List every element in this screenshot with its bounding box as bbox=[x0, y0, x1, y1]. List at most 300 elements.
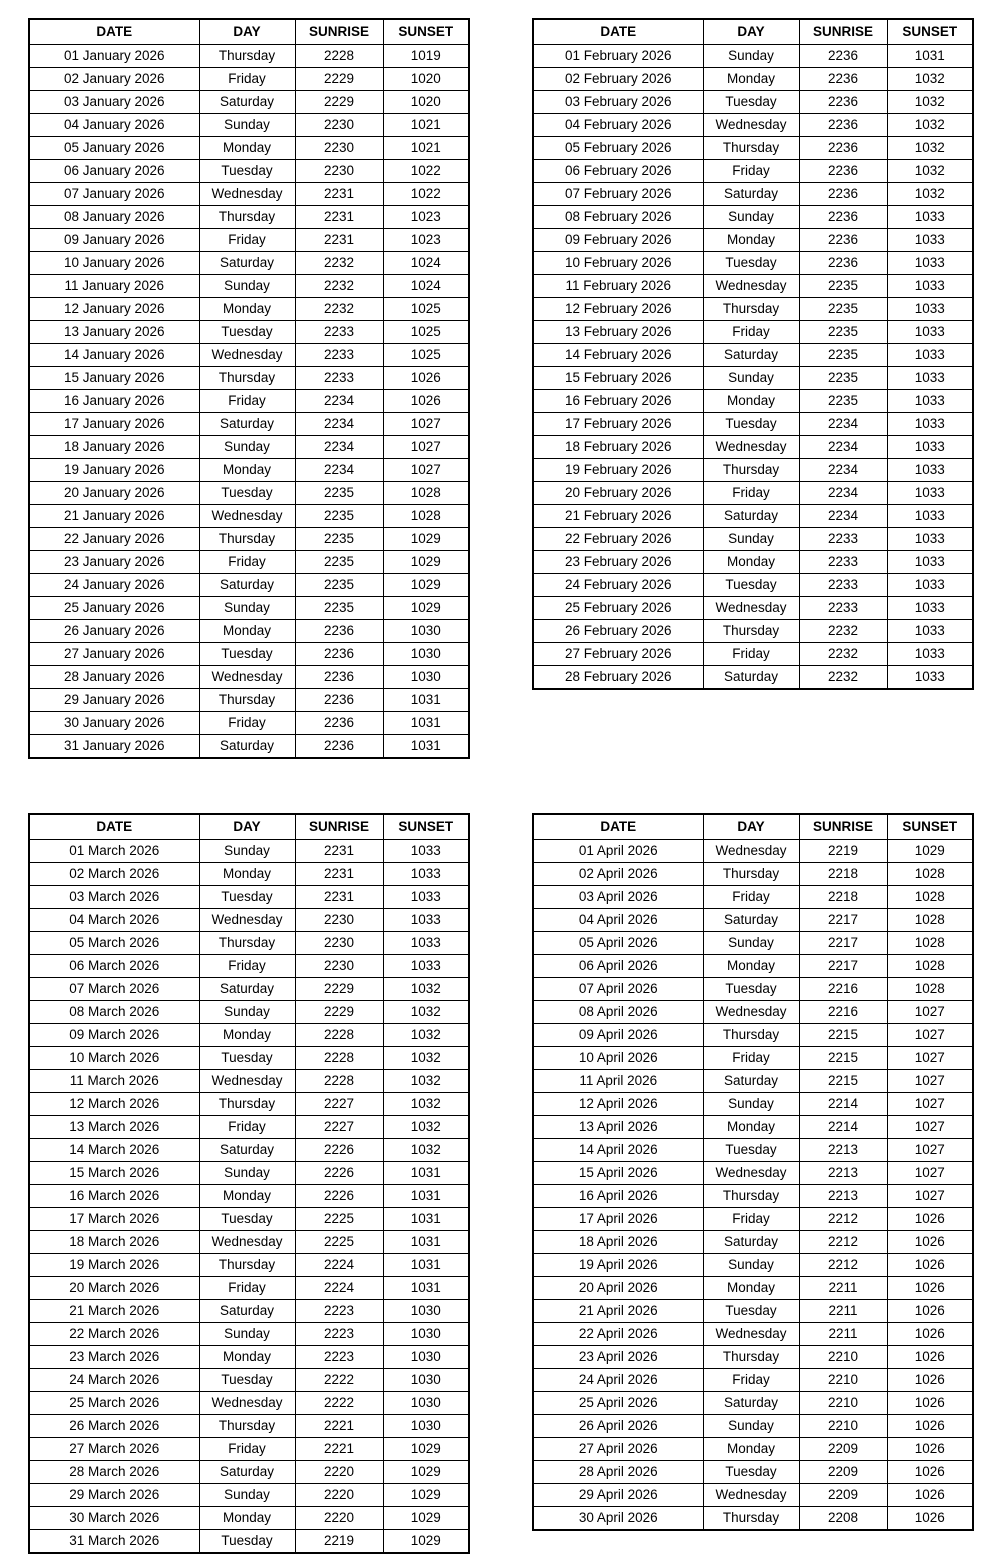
cell-date: 06 March 2026 bbox=[29, 955, 199, 978]
table-row bbox=[533, 413, 973, 436]
cell-date: 01 April 2026 bbox=[533, 840, 703, 863]
cell-sunset: 1032 bbox=[887, 91, 973, 114]
cell-sunrise: 2234 bbox=[295, 459, 383, 482]
cell-date: 19 January 2026 bbox=[29, 459, 199, 482]
cell-date: 14 April 2026 bbox=[533, 1139, 703, 1162]
cell-sunrise: 2209 bbox=[799, 1461, 887, 1484]
cell-day: Sunday bbox=[199, 1001, 295, 1024]
cell-date: 20 January 2026 bbox=[29, 482, 199, 505]
table-row bbox=[533, 1415, 973, 1438]
column-header-day: DAY bbox=[703, 814, 799, 840]
cell-day: Friday bbox=[199, 68, 295, 91]
table-row bbox=[533, 978, 973, 1001]
cell-date: 16 February 2026 bbox=[533, 390, 703, 413]
cell-sunrise: 2235 bbox=[295, 597, 383, 620]
cell-sunset: 1028 bbox=[887, 863, 973, 886]
cell-day: Friday bbox=[199, 229, 295, 252]
table-row bbox=[533, 68, 973, 91]
cell-sunset: 1027 bbox=[887, 1001, 973, 1024]
cell-sunrise: 2220 bbox=[295, 1461, 383, 1484]
cell-date: 21 March 2026 bbox=[29, 1300, 199, 1323]
cell-date: 28 February 2026 bbox=[533, 666, 703, 690]
cell-sunset: 1027 bbox=[383, 459, 469, 482]
cell-sunset: 1027 bbox=[887, 1185, 973, 1208]
cell-sunrise: 2228 bbox=[295, 1047, 383, 1070]
cell-day: Sunday bbox=[703, 1093, 799, 1116]
cell-sunset: 1033 bbox=[887, 528, 973, 551]
cell-sunset: 1026 bbox=[887, 1392, 973, 1415]
cell-sunrise: 2234 bbox=[799, 482, 887, 505]
cell-sunset: 1033 bbox=[383, 886, 469, 909]
cell-day: Tuesday bbox=[199, 1369, 295, 1392]
table-row bbox=[29, 275, 469, 298]
cell-date: 05 March 2026 bbox=[29, 932, 199, 955]
cell-date: 25 January 2026 bbox=[29, 597, 199, 620]
table-row bbox=[29, 436, 469, 459]
table-row bbox=[533, 1300, 973, 1323]
table-body bbox=[29, 45, 469, 759]
cell-sunrise: 2229 bbox=[295, 1001, 383, 1024]
table-row bbox=[29, 1024, 469, 1047]
cell-day: Saturday bbox=[199, 978, 295, 1001]
cell-sunset: 1032 bbox=[887, 137, 973, 160]
cell-sunset: 1028 bbox=[887, 978, 973, 1001]
cell-sunset: 1033 bbox=[887, 482, 973, 505]
cell-day: Friday bbox=[703, 160, 799, 183]
cell-date: 21 February 2026 bbox=[533, 505, 703, 528]
table-row bbox=[533, 1484, 973, 1507]
cell-date: 29 March 2026 bbox=[29, 1484, 199, 1507]
cell-sunset: 1026 bbox=[887, 1484, 973, 1507]
cell-sunset: 1032 bbox=[383, 1001, 469, 1024]
cell-date: 27 April 2026 bbox=[533, 1438, 703, 1461]
cell-day: Monday bbox=[199, 137, 295, 160]
cell-day: Saturday bbox=[199, 1300, 295, 1323]
cell-sunset: 1032 bbox=[383, 978, 469, 1001]
cell-day: Friday bbox=[199, 1438, 295, 1461]
cell-sunrise: 2230 bbox=[295, 160, 383, 183]
cell-sunset: 1028 bbox=[887, 909, 973, 932]
cell-date: 26 January 2026 bbox=[29, 620, 199, 643]
cell-date: 30 January 2026 bbox=[29, 712, 199, 735]
calendar-grid bbox=[28, 18, 976, 1554]
table-row bbox=[29, 1507, 469, 1530]
cell-date: 17 January 2026 bbox=[29, 413, 199, 436]
cell-day: Tuesday bbox=[199, 1530, 295, 1554]
cell-sunrise: 2218 bbox=[799, 886, 887, 909]
cell-sunset: 1032 bbox=[383, 1024, 469, 1047]
cell-sunrise: 2231 bbox=[295, 886, 383, 909]
cell-sunset: 1028 bbox=[383, 505, 469, 528]
cell-date: 25 April 2026 bbox=[533, 1392, 703, 1415]
cell-date: 29 January 2026 bbox=[29, 689, 199, 712]
table-row bbox=[29, 1415, 469, 1438]
cell-sunrise: 2213 bbox=[799, 1162, 887, 1185]
cell-sunset: 1029 bbox=[887, 840, 973, 863]
cell-day: Thursday bbox=[703, 1346, 799, 1369]
cell-day: Saturday bbox=[703, 1231, 799, 1254]
table-row bbox=[533, 1162, 973, 1185]
cell-sunrise: 2235 bbox=[799, 390, 887, 413]
table-row bbox=[29, 620, 469, 643]
table-row bbox=[29, 1047, 469, 1070]
table-row bbox=[29, 206, 469, 229]
cell-sunset: 1033 bbox=[887, 275, 973, 298]
table-row bbox=[29, 978, 469, 1001]
cell-sunrise: 2234 bbox=[295, 413, 383, 436]
cell-date: 28 March 2026 bbox=[29, 1461, 199, 1484]
table-row bbox=[533, 1392, 973, 1415]
cell-day: Thursday bbox=[199, 528, 295, 551]
cell-sunset: 1026 bbox=[887, 1254, 973, 1277]
cell-sunset: 1033 bbox=[383, 840, 469, 863]
table-row bbox=[29, 932, 469, 955]
cell-sunrise: 2234 bbox=[799, 459, 887, 482]
cell-sunrise: 2230 bbox=[295, 932, 383, 955]
cell-sunset: 1030 bbox=[383, 1415, 469, 1438]
cell-day: Wednesday bbox=[703, 114, 799, 137]
cell-day: Tuesday bbox=[199, 1208, 295, 1231]
cell-sunrise: 2235 bbox=[799, 344, 887, 367]
cell-day: Wednesday bbox=[703, 275, 799, 298]
table-row bbox=[533, 574, 973, 597]
table-row bbox=[533, 1185, 973, 1208]
table-row bbox=[533, 1461, 973, 1484]
table-row bbox=[533, 1369, 973, 1392]
cell-day: Wednesday bbox=[199, 183, 295, 206]
table-row bbox=[533, 597, 973, 620]
sunrise-sunset-table bbox=[532, 813, 974, 1531]
cell-sunrise: 2227 bbox=[295, 1093, 383, 1116]
column-header-sunrise: SUNRISE bbox=[799, 814, 887, 840]
table-row bbox=[29, 1231, 469, 1254]
cell-sunset: 1033 bbox=[887, 597, 973, 620]
cell-sunrise: 2232 bbox=[295, 252, 383, 275]
cell-sunrise: 2236 bbox=[295, 712, 383, 735]
cell-date: 01 February 2026 bbox=[533, 45, 703, 68]
cell-sunset: 1026 bbox=[887, 1231, 973, 1254]
table-row bbox=[29, 459, 469, 482]
table-row bbox=[533, 45, 973, 68]
cell-date: 22 February 2026 bbox=[533, 528, 703, 551]
cell-day: Wednesday bbox=[199, 1392, 295, 1415]
cell-date: 14 January 2026 bbox=[29, 344, 199, 367]
cell-day: Friday bbox=[199, 1116, 295, 1139]
cell-day: Wednesday bbox=[199, 1070, 295, 1093]
cell-sunset: 1032 bbox=[383, 1116, 469, 1139]
cell-sunrise: 2215 bbox=[799, 1070, 887, 1093]
cell-sunrise: 2231 bbox=[295, 206, 383, 229]
table-row bbox=[533, 1047, 973, 1070]
column-header-sunset: SUNSET bbox=[887, 814, 973, 840]
cell-date: 05 April 2026 bbox=[533, 932, 703, 955]
table-row bbox=[533, 137, 973, 160]
cell-date: 20 February 2026 bbox=[533, 482, 703, 505]
cell-sunrise: 2212 bbox=[799, 1208, 887, 1231]
cell-day: Sunday bbox=[199, 1162, 295, 1185]
cell-sunrise: 2211 bbox=[799, 1323, 887, 1346]
cell-day: Saturday bbox=[703, 666, 799, 690]
cell-sunset: 1033 bbox=[887, 413, 973, 436]
cell-day: Monday bbox=[703, 1116, 799, 1139]
table-row bbox=[533, 909, 973, 932]
cell-date: 16 April 2026 bbox=[533, 1185, 703, 1208]
cell-sunset: 1033 bbox=[383, 863, 469, 886]
cell-sunset: 1027 bbox=[887, 1093, 973, 1116]
cell-sunrise: 2223 bbox=[295, 1346, 383, 1369]
cell-date: 18 January 2026 bbox=[29, 436, 199, 459]
cell-day: Monday bbox=[199, 459, 295, 482]
cell-sunset: 1029 bbox=[383, 528, 469, 551]
cell-day: Wednesday bbox=[199, 909, 295, 932]
table-row bbox=[29, 1438, 469, 1461]
cell-sunrise: 2220 bbox=[295, 1484, 383, 1507]
cell-sunrise: 2225 bbox=[295, 1208, 383, 1231]
cell-day: Friday bbox=[199, 955, 295, 978]
cell-sunrise: 2233 bbox=[295, 321, 383, 344]
cell-date: 21 January 2026 bbox=[29, 505, 199, 528]
cell-day: Thursday bbox=[199, 689, 295, 712]
cell-date: 09 April 2026 bbox=[533, 1024, 703, 1047]
cell-date: 08 January 2026 bbox=[29, 206, 199, 229]
column-header-sunset: SUNSET bbox=[887, 19, 973, 45]
cell-day: Friday bbox=[703, 1369, 799, 1392]
column-header-date: DATE bbox=[29, 814, 199, 840]
cell-date: 13 March 2026 bbox=[29, 1116, 199, 1139]
cell-sunrise: 2213 bbox=[799, 1139, 887, 1162]
cell-sunset: 1033 bbox=[383, 932, 469, 955]
cell-sunset: 1025 bbox=[383, 321, 469, 344]
cell-day: Wednesday bbox=[199, 505, 295, 528]
cell-date: 22 April 2026 bbox=[533, 1323, 703, 1346]
cell-sunrise: 2223 bbox=[295, 1300, 383, 1323]
table-row bbox=[533, 1231, 973, 1254]
table-row bbox=[29, 367, 469, 390]
table-row bbox=[533, 91, 973, 114]
column-header-date: DATE bbox=[533, 814, 703, 840]
cell-sunrise: 2236 bbox=[799, 229, 887, 252]
cell-sunrise: 2210 bbox=[799, 1415, 887, 1438]
cell-sunrise: 2232 bbox=[799, 666, 887, 690]
cell-sunrise: 2230 bbox=[295, 137, 383, 160]
cell-sunrise: 2234 bbox=[799, 505, 887, 528]
cell-sunset: 1024 bbox=[383, 252, 469, 275]
cell-sunrise: 2230 bbox=[295, 114, 383, 137]
cell-date: 17 February 2026 bbox=[533, 413, 703, 436]
cell-date: 04 March 2026 bbox=[29, 909, 199, 932]
cell-day: Sunday bbox=[703, 528, 799, 551]
table-row bbox=[533, 886, 973, 909]
cell-sunrise: 2209 bbox=[799, 1484, 887, 1507]
table-row bbox=[29, 1162, 469, 1185]
cell-sunrise: 2235 bbox=[295, 482, 383, 505]
cell-date: 14 February 2026 bbox=[533, 344, 703, 367]
table-row bbox=[29, 390, 469, 413]
cell-sunset: 1030 bbox=[383, 1369, 469, 1392]
cell-day: Monday bbox=[703, 1438, 799, 1461]
cell-day: Monday bbox=[199, 1185, 295, 1208]
cell-sunrise: 2235 bbox=[295, 551, 383, 574]
table-row bbox=[29, 1461, 469, 1484]
table-row bbox=[29, 45, 469, 68]
table-row bbox=[29, 886, 469, 909]
cell-sunset: 1032 bbox=[887, 160, 973, 183]
table-row bbox=[29, 712, 469, 735]
cell-date: 01 March 2026 bbox=[29, 840, 199, 863]
cell-day: Sunday bbox=[703, 1415, 799, 1438]
cell-sunset: 1029 bbox=[383, 1461, 469, 1484]
cell-sunrise: 2232 bbox=[799, 643, 887, 666]
cell-sunset: 1030 bbox=[383, 1346, 469, 1369]
cell-date: 24 April 2026 bbox=[533, 1369, 703, 1392]
cell-date: 26 March 2026 bbox=[29, 1415, 199, 1438]
cell-day: Saturday bbox=[703, 1070, 799, 1093]
cell-date: 02 January 2026 bbox=[29, 68, 199, 91]
cell-day: Wednesday bbox=[199, 344, 295, 367]
cell-sunset: 1033 bbox=[887, 551, 973, 574]
cell-sunrise: 2234 bbox=[799, 413, 887, 436]
table-row bbox=[29, 298, 469, 321]
cell-day: Monday bbox=[703, 229, 799, 252]
cell-date: 13 January 2026 bbox=[29, 321, 199, 344]
cell-sunrise: 2215 bbox=[799, 1047, 887, 1070]
cell-day: Friday bbox=[703, 1047, 799, 1070]
cell-day: Thursday bbox=[703, 459, 799, 482]
cell-sunrise: 2231 bbox=[295, 840, 383, 863]
cell-sunrise: 2221 bbox=[295, 1415, 383, 1438]
cell-sunset: 1026 bbox=[887, 1438, 973, 1461]
cell-day: Thursday bbox=[199, 1254, 295, 1277]
table-header-row bbox=[29, 19, 469, 45]
table-row bbox=[533, 620, 973, 643]
cell-day: Sunday bbox=[199, 840, 295, 863]
cell-date: 25 February 2026 bbox=[533, 597, 703, 620]
cell-sunrise: 2235 bbox=[295, 528, 383, 551]
cell-date: 04 April 2026 bbox=[533, 909, 703, 932]
cell-sunset: 1033 bbox=[887, 666, 973, 690]
cell-sunrise: 2236 bbox=[295, 666, 383, 689]
cell-date: 03 March 2026 bbox=[29, 886, 199, 909]
cell-sunrise: 2231 bbox=[295, 183, 383, 206]
table-row bbox=[29, 1116, 469, 1139]
table-row bbox=[533, 551, 973, 574]
cell-day: Monday bbox=[703, 68, 799, 91]
cell-day: Sunday bbox=[703, 932, 799, 955]
cell-sunrise: 2234 bbox=[295, 390, 383, 413]
cell-sunset: 1033 bbox=[887, 367, 973, 390]
cell-sunset: 1033 bbox=[887, 643, 973, 666]
table-row bbox=[533, 275, 973, 298]
cell-day: Sunday bbox=[199, 114, 295, 137]
cell-sunrise: 2233 bbox=[799, 528, 887, 551]
cell-date: 09 February 2026 bbox=[533, 229, 703, 252]
cell-date: 02 February 2026 bbox=[533, 68, 703, 91]
cell-day: Thursday bbox=[199, 367, 295, 390]
table-row bbox=[533, 1116, 973, 1139]
cell-date: 04 February 2026 bbox=[533, 114, 703, 137]
cell-sunrise: 2229 bbox=[295, 91, 383, 114]
cell-sunrise: 2232 bbox=[295, 275, 383, 298]
cell-date: 05 January 2026 bbox=[29, 137, 199, 160]
cell-sunrise: 2222 bbox=[295, 1369, 383, 1392]
cell-date: 26 February 2026 bbox=[533, 620, 703, 643]
cell-day: Wednesday bbox=[199, 1231, 295, 1254]
cell-day: Friday bbox=[703, 482, 799, 505]
cell-sunrise: 2236 bbox=[799, 91, 887, 114]
cell-sunrise: 2236 bbox=[799, 68, 887, 91]
cell-sunrise: 2216 bbox=[799, 1001, 887, 1024]
cell-date: 08 February 2026 bbox=[533, 206, 703, 229]
cell-date: 22 March 2026 bbox=[29, 1323, 199, 1346]
cell-sunrise: 2236 bbox=[799, 160, 887, 183]
cell-date: 16 January 2026 bbox=[29, 390, 199, 413]
sunrise-sunset-table bbox=[28, 813, 470, 1554]
cell-date: 24 March 2026 bbox=[29, 1369, 199, 1392]
cell-date: 06 April 2026 bbox=[533, 955, 703, 978]
cell-sunset: 1022 bbox=[383, 160, 469, 183]
cell-date: 16 March 2026 bbox=[29, 1185, 199, 1208]
cell-sunrise: 2214 bbox=[799, 1116, 887, 1139]
cell-date: 11 February 2026 bbox=[533, 275, 703, 298]
cell-date: 27 January 2026 bbox=[29, 643, 199, 666]
cell-day: Monday bbox=[199, 298, 295, 321]
cell-sunset: 1033 bbox=[887, 206, 973, 229]
cell-sunrise: 2234 bbox=[799, 436, 887, 459]
table-row bbox=[533, 1024, 973, 1047]
cell-day: Sunday bbox=[703, 1254, 799, 1277]
cell-sunset: 1026 bbox=[887, 1507, 973, 1531]
cell-sunset: 1032 bbox=[887, 68, 973, 91]
table-row bbox=[29, 955, 469, 978]
cell-date: 07 March 2026 bbox=[29, 978, 199, 1001]
cell-sunrise: 2236 bbox=[799, 137, 887, 160]
table-block-march-2026 bbox=[28, 813, 478, 1554]
table-row bbox=[29, 229, 469, 252]
table-row bbox=[533, 1070, 973, 1093]
table-row bbox=[29, 1208, 469, 1231]
table-row bbox=[533, 1346, 973, 1369]
table-row bbox=[29, 666, 469, 689]
table-row bbox=[29, 863, 469, 886]
cell-date: 10 April 2026 bbox=[533, 1047, 703, 1070]
column-header-date: DATE bbox=[29, 19, 199, 45]
cell-day: Monday bbox=[703, 551, 799, 574]
cell-sunrise: 2224 bbox=[295, 1277, 383, 1300]
table-row bbox=[29, 1093, 469, 1116]
cell-sunset: 1026 bbox=[887, 1208, 973, 1231]
cell-sunrise: 2230 bbox=[295, 909, 383, 932]
cell-date: 02 March 2026 bbox=[29, 863, 199, 886]
cell-date: 17 March 2026 bbox=[29, 1208, 199, 1231]
cell-sunrise: 2233 bbox=[799, 597, 887, 620]
table-row bbox=[533, 1277, 973, 1300]
cell-sunset: 1033 bbox=[887, 252, 973, 275]
cell-day: Monday bbox=[703, 390, 799, 413]
table-row bbox=[533, 932, 973, 955]
cell-date: 31 March 2026 bbox=[29, 1530, 199, 1554]
table-row bbox=[29, 1070, 469, 1093]
table-row bbox=[533, 183, 973, 206]
cell-date: 18 March 2026 bbox=[29, 1231, 199, 1254]
cell-sunset: 1030 bbox=[383, 1392, 469, 1415]
cell-date: 23 January 2026 bbox=[29, 551, 199, 574]
cell-sunrise: 2218 bbox=[799, 863, 887, 886]
cell-date: 25 March 2026 bbox=[29, 1392, 199, 1415]
table-row bbox=[533, 1254, 973, 1277]
table-row bbox=[29, 1484, 469, 1507]
cell-sunset: 1026 bbox=[383, 390, 469, 413]
cell-sunset: 1025 bbox=[383, 344, 469, 367]
